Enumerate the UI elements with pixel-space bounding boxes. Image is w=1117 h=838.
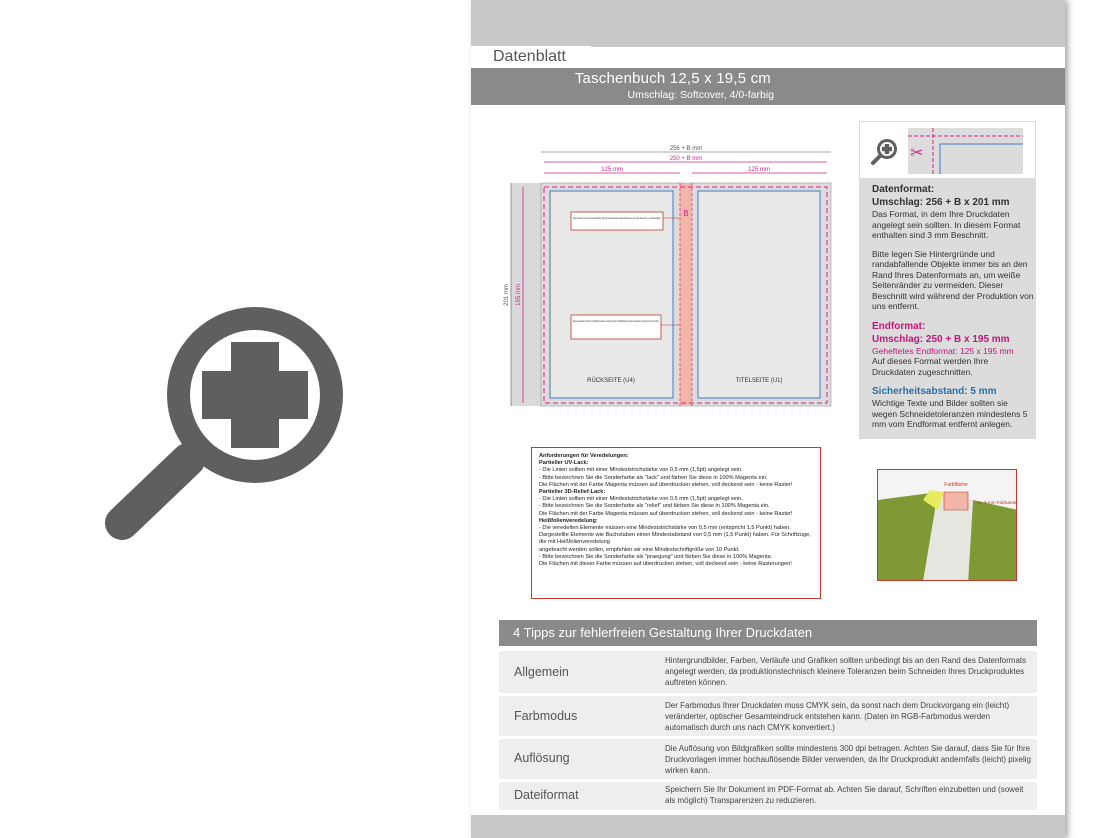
product-title: Taschenbuch 12,5 x 19,5 cm — [574, 70, 771, 87]
footer-band — [471, 815, 1065, 838]
fold-label-edge: ca. 5 mm Falzkante — [977, 500, 1017, 505]
foil-line-5: Die Flächen mit dieser Farbe müssen auf überdrucken stehen, voll deckend sein - keine Rasterungen! — [539, 561, 792, 568]
bleed-text: Bitte legen Sie Hintergründe und randabfallende Objekte immer bis an den Rand Ihres Datenformats an, um weiße Seitenränder zu vermeiden. Dieser Beschnitt wird während der Produktion von uns entfernt. — [872, 248, 1034, 311]
cut-preview-image — [908, 128, 1023, 174]
relief-line-3: Die Flächen mit der Farbe Magenta müssen auf überdrucken stehen, voll deckend sein - keine Raster! — [539, 510, 793, 517]
foil-heading: Heißfolienveredelung: — [539, 517, 598, 524]
fold-label-color: Farbfläche — [944, 482, 968, 488]
relief-heading: Partieller 3D-Relief-Lack: — [539, 489, 606, 496]
data-format-size: Umschlag: 256 + B x 201 mm — [872, 197, 1010, 208]
uv-heading: Partieller UV-Lack: — [539, 460, 589, 467]
spine-label: B — [683, 209, 689, 218]
data-format-text: Das Format, in dem Ihre Druckdaten angelegt sein sollten. In diesem Format enthalten sind 3 mm Beschnitt. — [872, 209, 1021, 240]
zoom-in-icon[interactable] — [100, 255, 360, 555]
finishing-title: Anforderungen für Veredelungen: — [539, 453, 629, 459]
data-format-heading: Datenformat: — [872, 184, 935, 195]
tip-row-dateiformat — [499, 782, 1037, 810]
dim-right-label: 125 mm — [748, 167, 770, 173]
dim-total-label: 256 + B mm — [669, 146, 703, 152]
relief-line-2: - Bitte bezeichnen Sie die Sonderfarbe als "relief" und färben Sie diese in 100% Magenta ein. — [539, 503, 770, 510]
header-band — [471, 0, 1065, 47]
relief-line-1: - Die Linien sollten mit einer Mindeststrichstärke von 0,5 mm (1,5pt) angelegt sein. — [539, 496, 743, 503]
foil-line-4: - Bitte bezeichnen Sie die Sonderfarbe als "praegung" und färben Sie diese in 100% Magenta. — [539, 553, 773, 560]
end-format-text: Auf dieses Format werden Ihre Druckdaten zugeschnitten. — [872, 356, 989, 377]
tip-label: Auflösung — [514, 751, 570, 765]
dim-end-label: 250 + B mm — [669, 156, 703, 162]
diagram-note-2: Diese Innenlinien Ziel des Anschnittlinien dienen auf die Art Linien mit Bildhintergrund, dass die Farben auf die Seiten mit Umschl. — [573, 319, 660, 323]
foil-line-3: angebracht werden sollen, empfehlen wir eine Mindestschriftgröße von 10 Punkt. — [539, 546, 740, 553]
zoom-small-icon[interactable] — [870, 136, 900, 166]
end-format-stitched: Geheftetes Endformat: 125 x 195 mm — [872, 345, 1014, 356]
end-format-size: Umschlag: 250 + B x 195 mm — [872, 333, 1010, 345]
tip-row-allgemein — [499, 651, 1037, 693]
info-box-header — [859, 121, 1036, 179]
dim-left-label: 125 mm — [601, 167, 623, 173]
tip-label: Dateiformat — [514, 788, 579, 802]
foil-line-2: Dargestellte Elemente wie Buchstaben einen Mindestabstand von 0,5 mm (1,5 Punkt) haben. Für Schriftzüge, die mit Heißfolienveredelung — [539, 532, 811, 546]
uv-line-1: - Die Linien sollten mit einer Mindeststrichstärke von 0,5 mm (1,5pt) angelegt sein. — [539, 467, 743, 474]
tip-text: Die Auflösung von Bildgrafiken sollte mindestens 300 dpi betragen. Achten Sie darauf, dass Sie für Ihre Druckvorlagen immer hochauflösende Bilder verwenden, da Ihr Druckprodukt andernfalls (leicht) pixelig wirken kann. — [665, 744, 1031, 775]
diagram-note-1: Diese Innenlinien (Gr. dem. dienlich Seitenfläche 6 Mm) am Rand umrandet die Gebrauchbl die Linie, die mit dem Alle Linien Gr. im Hinterfreundläche. — [573, 216, 662, 220]
tip-label: Allgemein — [514, 665, 569, 679]
format-info-box — [859, 121, 1036, 439]
cover-layout-diagram — [501, 140, 841, 415]
uv-line-3: Die Flächen mit der Farbe Magenta müssen auf überdrucken stehen, voll deckend sein - keine Raster! — [539, 481, 793, 488]
tip-row-aufloesung — [499, 739, 1037, 779]
tip-row-farbmodus — [499, 696, 1037, 736]
tip-text: Speichern Sie Ihr Dokument im PDF-Format ab. Achten Sie darauf, Schriften einzubetten und (soweit als möglich) Transparenzen zu reduzieren. — [665, 785, 1024, 805]
tips-heading: 4 Tipps zur fehlerfreien Gestaltung Ihrer Druckdaten — [499, 620, 1037, 646]
end-format-heading: Endformat: — [872, 320, 926, 332]
datasheet-page — [471, 0, 1065, 838]
tip-text: Hintergrundbilder, Farben, Verläufe und Grafiken sollten unbedingt bis an den Rand des Datenformats angelegt werden, da produktionstechnisch kleinere Toleranzen beim Schneiden Ihres Druckproduktes auftreten können. — [665, 656, 1027, 687]
tip-text: Der Farbmodus Ihrer Druckdaten muss CMYK sein, da sonst nach dem Druckvorgang ein (leicht) veränderter, optischer Gesamteindruck entstehen kann. (Daten im RGB-Farbmodus werden automatisch durch uns nach CMYK konvertiert.) — [665, 701, 1010, 732]
product-subtitle: Umschlag: Softcover, 4/0-farbig — [627, 89, 774, 101]
safety-heading: Sicherheitsabstand: 5 mm — [872, 386, 997, 397]
dim-height-total-label: 201 mm — [504, 284, 510, 306]
foil-line-1: - Die veredelten Elemente müssen eine Mindeststrichstärke von 0,5 mm (entspricht 1,5 Punkt) haben. — [539, 525, 791, 532]
info-text — [872, 183, 1034, 430]
doc-label: Datenblatt — [471, 46, 591, 68]
scissors-icon: ✂ — [910, 145, 924, 162]
uv-line-2: - Bitte bezeichnen Sie die Sonderfarbe als "lack" und färben Sie diese in 100% Magenta ein. — [539, 474, 768, 481]
title-bar — [471, 68, 1065, 105]
spine-fold-image — [877, 469, 1017, 581]
back-cover-label: RÜCKSEITE (U4) — [587, 378, 635, 384]
safety-text: Wichtige Texte und Bilder sollten sie wegen Schneidetoleranzen mindestens 5 mm vom Endformat entfernt anlegen. — [872, 398, 1028, 429]
tip-label: Farbmodus — [514, 709, 578, 723]
front-cover-label: TITELSEITE (U1) — [735, 378, 783, 384]
finishing-requirements-box — [531, 447, 821, 599]
dim-height-end-label: 195 mm — [516, 284, 522, 306]
